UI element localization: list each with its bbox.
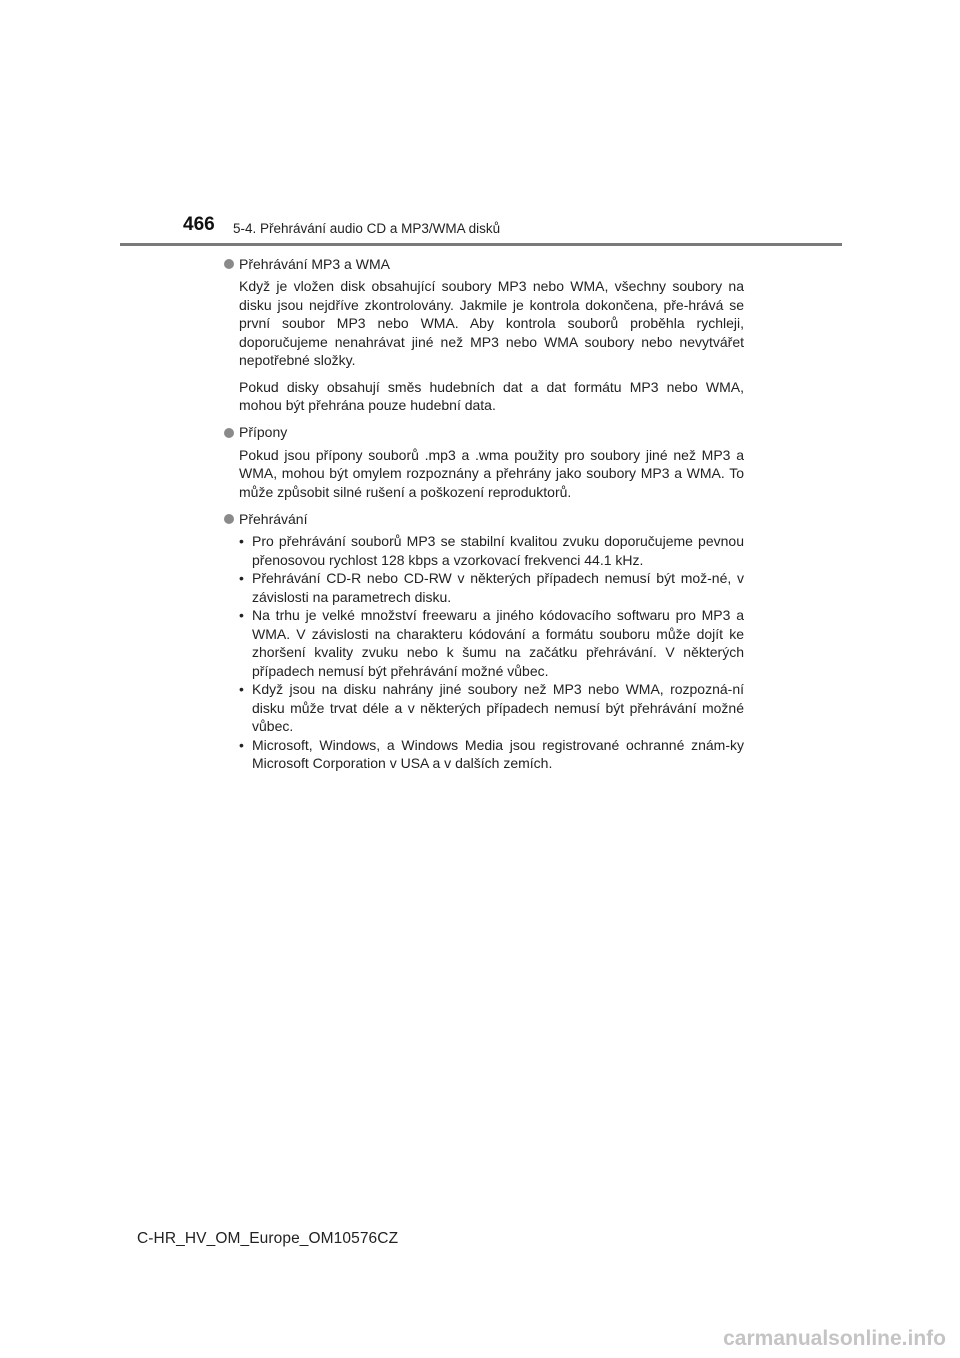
bullet-glyph: •	[239, 736, 244, 753]
list-item-text: Přehrávání CD-R nebo CD-RW v některých případech nemusí být mož-né, v závislosti na parametrech disku.	[252, 570, 744, 605]
list-item	[239, 606, 744, 680]
page-number: 466	[183, 214, 215, 235]
list-item	[239, 680, 744, 736]
topic-title: Přehrávání MP3 a WMA	[239, 255, 390, 272]
paragraph: Pokud jsou přípony souborů .mp3 a .wma použity pro soubory jiné než MP3 a WMA, mohou být omylem rozpoznány a přehrány jako soubory MP3 a WMA. To může způsobit silné rušení a poškození reproduktorů.	[239, 446, 744, 500]
document-code: C-HR_HV_OM_Europe_OM10576CZ	[137, 1230, 399, 1247]
list-item-text: Když jsou na disku nahrány jiné soubory než MP3 nebo WMA, rozpozná-ní disku může trvat déle a v některých případech nemusí být přehrávání možné vůbec.	[252, 681, 744, 734]
paragraph: Když je vložen disk obsahující soubory MP3 nebo WMA, všechny soubory na disku jsou nejdříve zkontrolovány. Jakmile je kontrola dokončena, pře-hrává se první soubor MP3 nebo WMA. Aby kontrola souborů proběhla rychleji, doporučujeme nenahrávat jiné než MP3 nebo WMA soubory nebo nevytvářet nepotřebné složky.	[239, 278, 744, 368]
paragraph: Pokud disky obsahují směs hudebních dat a dat formátu MP3 nebo WMA, mohou být přehrána pouze hudební data.	[239, 378, 744, 413]
watermark: carmanualsonline.info	[723, 1327, 946, 1350]
bullet-dot-icon	[224, 514, 234, 524]
page-header	[0, 0, 960, 250]
topic-heading	[224, 509, 744, 529]
bullet-glyph: •	[239, 533, 244, 549]
topic-title: Přehrávání	[239, 510, 308, 527]
list-item	[239, 569, 744, 606]
list-item	[239, 736, 744, 773]
page-content	[224, 254, 744, 773]
bullet-dot-icon	[224, 259, 234, 269]
list-item-text: Pro přehrávání souborů MP3 se stabilní kvalitou zvuku doporučujeme pevnou přenosovou rychlost 128 kbps a vzorkovací frekvenci 44.1 kHz.	[252, 533, 744, 568]
topic-heading	[224, 254, 744, 274]
bullet-list	[239, 532, 744, 773]
list-item-text: Microsoft, Windows, a Windows Media jsou registrované ochranné znám-ky Microsoft Corporation v USA a v dalších zemích.	[252, 736, 744, 771]
bullet-dot-icon	[224, 428, 234, 438]
header-rule	[120, 243, 842, 246]
bullet-glyph: •	[239, 681, 244, 697]
bullet-glyph: •	[239, 607, 244, 623]
topic-playback	[224, 509, 744, 773]
section-title: 5-4. Přehrávání audio CD a MP3/WMA disků	[233, 221, 501, 236]
topic-heading	[224, 423, 744, 443]
bullet-glyph: •	[239, 570, 244, 586]
list-item-text: Na trhu je velké množství freewaru a jiného kódovacího softwaru pro MP3 a WMA. V závislosti na charakteru kódování a formátu souboru může dojít ke zhoršení kvality zvuku nebo k šumu na začátku přehrávání. V některých případech nemusí být přehrávání možné vůbec.	[252, 607, 744, 679]
list-item	[239, 532, 744, 569]
topic-title: Přípony	[239, 424, 288, 440]
topic-mp3-wma	[224, 254, 744, 415]
topic-extensions	[224, 423, 744, 502]
